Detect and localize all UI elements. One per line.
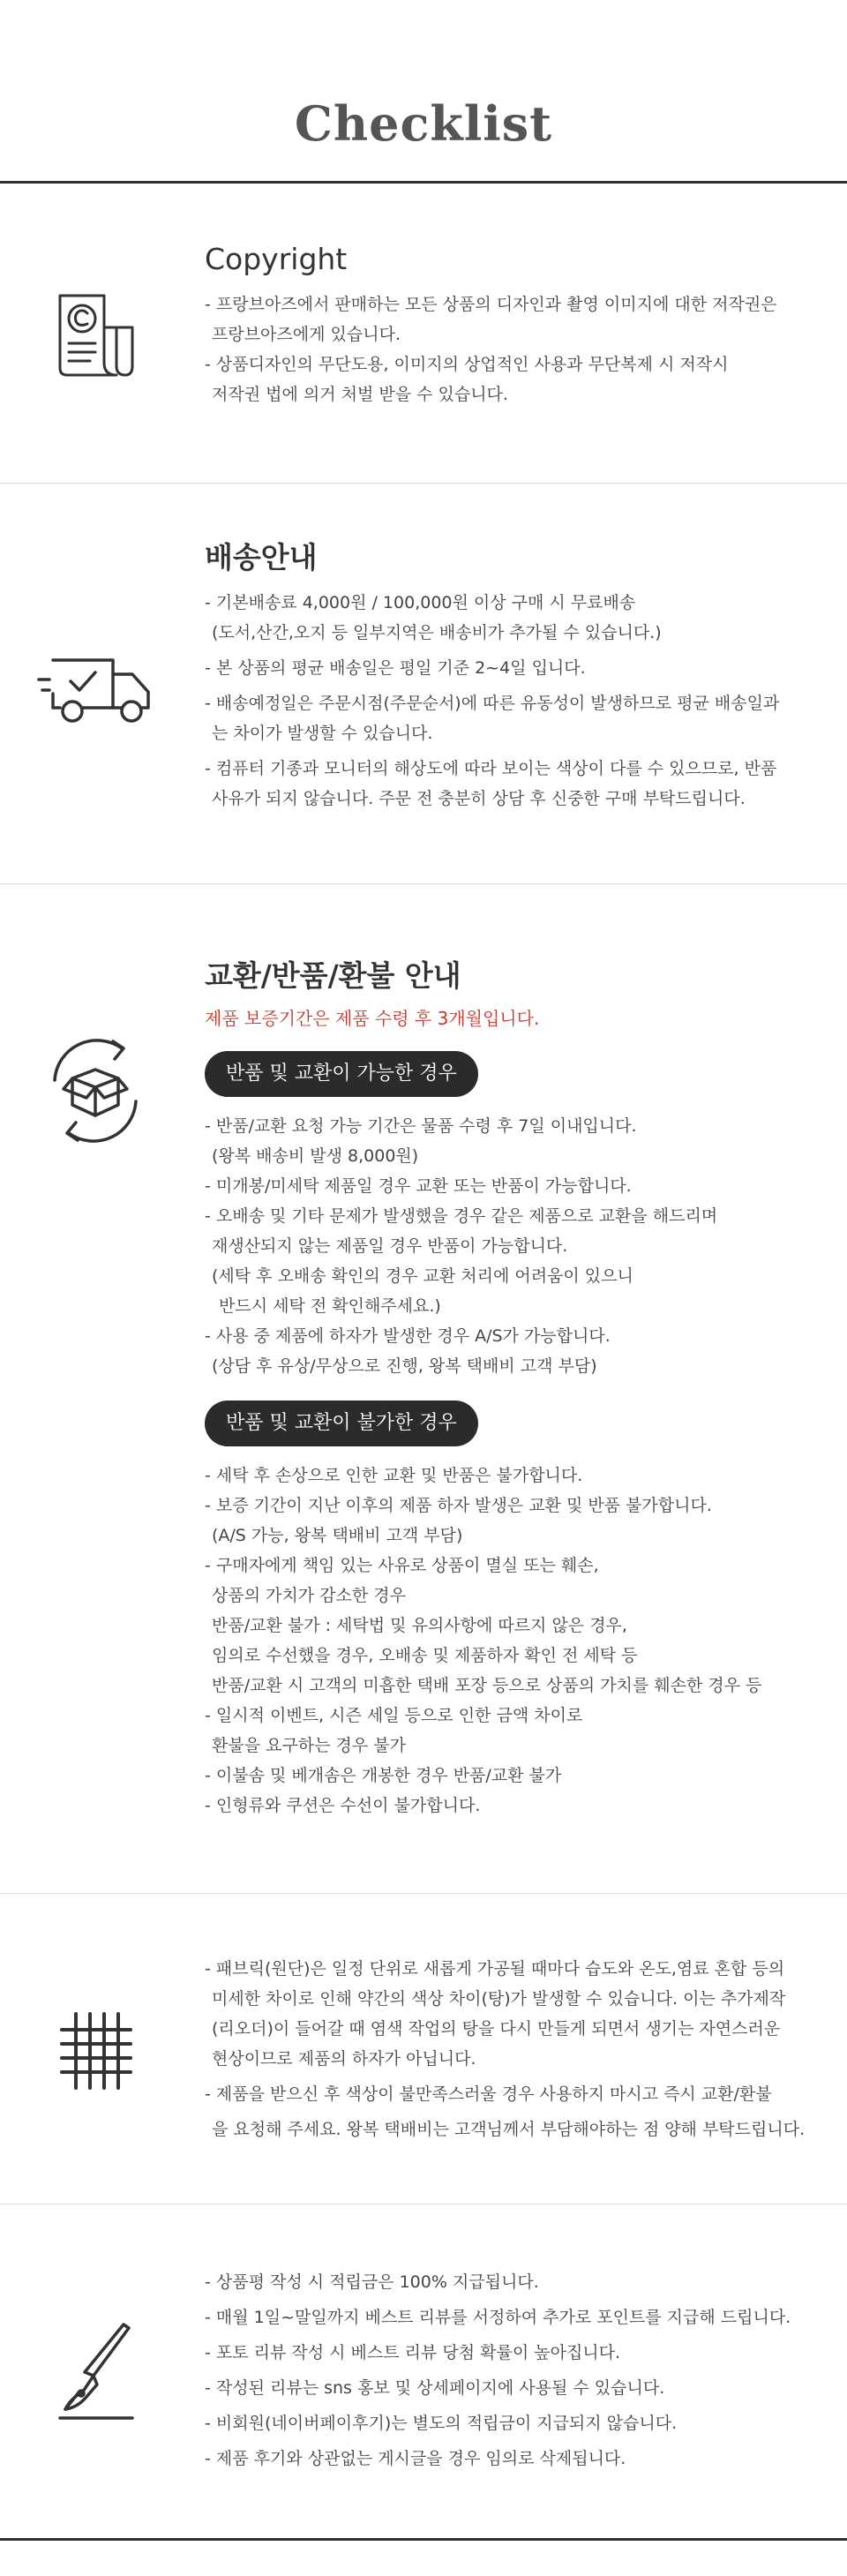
shipping-line: - 기본배송료 4,000원 / 100,000원 이상 구매 시 무료배송: [205, 593, 636, 612]
impossible-line: 반품/교환 불가 : 세탁법 및 유의사항에 따르지 않은 경우,: [212, 1616, 627, 1635]
copyright-line: 프랑브아즈에게 있습니다.: [212, 325, 401, 344]
fabric-line: 미세한 차이로 인해 약간의 색상 차이(탕)가 발생할 수 있습니다. 이는 추가제작: [212, 1989, 786, 2009]
bottom-divider: [0, 2538, 847, 2541]
copyright-title: Copyright: [205, 242, 348, 276]
copyright-line: - 프랑브아즈에서 판매하는 모든 상품의 디자인과 촬영 이미지에 대한 저작권은: [205, 295, 777, 314]
delivery-truck-icon: [37, 653, 157, 729]
review-line: - 포토 리뷰 작성 시 베스트 리뷰 당첨 확률이 높아집니다.: [205, 2343, 621, 2362]
fabric-line: 을 요청해 주세요. 왕복 택배비는 고객님께서 부담해야하는 점 양해 부탁드립니다.: [212, 2120, 806, 2139]
fabric-line: 현상이므로 제품의 하자가 아닙니다.: [212, 2049, 476, 2069]
fabric-weave-icon: [56, 2009, 136, 2093]
possible-line: - 미개봉/미세탁 제품일 경우 교환 또는 반품이 가능합니다.: [205, 1176, 632, 1196]
box-exchange-icon: [41, 1034, 150, 1147]
impossible-line: - 일시적 이벤트, 시즌 세일 등으로 인한 금액 차이로: [205, 1706, 583, 1725]
copyright-line: 저작권 법에 의거 처벌 받을 수 있습니다.: [212, 385, 508, 404]
shipping-title: 배송안내: [205, 540, 318, 575]
possible-line: - 반품/교환 요청 가능 기간은 물품 수령 후 7일 이내입니다.: [205, 1116, 637, 1136]
fabric-line: (리오더)이 들어갈 때 염색 작업의 탕을 다시 만들게 되면서 생기는 자연스러운: [212, 2019, 781, 2039]
impossible-line: 환불을 요구하는 경우 불가: [212, 1736, 407, 1755]
copyright-section: [0, 184, 847, 484]
exchange-title: 교환/반품/환불 안내: [205, 958, 461, 993]
fountain-pen-icon: [55, 2323, 138, 2423]
impossible-line: 상품의 가치가 감소한 경우: [212, 1586, 407, 1605]
shipping-line: - 본 상품의 평균 배송일은 평일 기준 2~4일 입니다.: [205, 658, 586, 678]
review-line: - 매월 1일~말일까지 베스트 리뷰를 서정하여 추가로 포인트를 지급해 드립니다.: [205, 2308, 791, 2327]
possible-line: - 오배송 및 기타 문제가 발생했을 경우 같은 제품으로 교환을 해드리며: [205, 1206, 718, 1226]
impossible-line: - 인형류와 쿠션은 수선이 불가합니다.: [205, 1796, 481, 1815]
impossible-line: - 세탁 후 손상으로 인한 교환 및 반품은 불가합니다.: [205, 1466, 583, 1485]
review-line: - 작성된 리뷰는 sns 홍보 및 상세페이지에 사용될 수 있습니다.: [205, 2378, 665, 2398]
shipping-line: - 배송예정일은 주문시점(주문순서)에 따른 유동성이 발생하므로 평균 배송일과: [205, 694, 780, 713]
document-copyright-icon: [55, 292, 138, 380]
fabric-line: - 패브릭(원단)은 일정 단위로 새롭게 가공될 때마다 습도와 온도,염료 혼합 등의: [205, 1959, 785, 1979]
impossible-line: 반품/교환 시 고객의 미흡한 택배 포장 등으로 상품의 가치를 훼손한 경우 등: [212, 1676, 762, 1695]
possible-line: 반드시 세탁 전 확인해주세요.): [219, 1296, 441, 1316]
review-line: - 비회원(네이버페이후기)는 별도의 적립금이 지급되지 않습니다.: [205, 2414, 678, 2433]
shipping-line: - 컴퓨터 기종과 모니터의 해상도에 따라 보이는 색상이 다를 수 있으므로, 반품: [205, 759, 777, 778]
possible-line: (왕복 배송비 발생 8,000원): [212, 1146, 419, 1166]
shipping-section: [0, 484, 847, 884]
fabric-section: [0, 1894, 847, 2204]
page-title: Checklist: [294, 95, 553, 152]
possible-line: (상담 후 유상/무상으로 진행, 왕복 택배비 고객 부담): [212, 1356, 597, 1376]
impossible-line: (A/S 가능, 왕복 택배비 고객 부담): [212, 1526, 463, 1545]
impossible-line: - 구매자에게 책임 있는 사유로 상품이 멸실 또는 훼손,: [205, 1556, 599, 1575]
review-section: [0, 2204, 847, 2538]
warranty-notice: 제품 보증기간은 제품 수령 후 3개월입니다.: [205, 1008, 540, 1029]
impossible-line: - 이불솜 및 베개솜은 개봉한 경우 반품/교환 불가: [205, 1766, 562, 1785]
impossible-line: - 보증 기간이 지난 이후의 제품 하자 발생은 교환 및 반품 불가합니다.: [205, 1496, 712, 1515]
review-line: - 상품평 작성 시 적립금은 100% 지급됩니다.: [205, 2272, 539, 2292]
copyright-line: - 상품디자인의 무단도용, 이미지의 상업적인 사용과 무단복제 시 저작시: [205, 355, 729, 374]
review-line: - 제품 후기와 상관없는 게시글을 경우 임의로 삭제됩니다.: [205, 2449, 626, 2468]
shipping-line: 사유가 되지 않습니다. 주문 전 충분히 상담 후 신중한 구매 부탁드립니다.: [212, 789, 746, 808]
impossible-cases-badge: 반품 및 교환이 불가한 경우: [205, 1401, 478, 1446]
shipping-line: (도서,산간,오지 등 일부지역은 배송비가 추가될 수 있습니다.): [212, 623, 662, 642]
shipping-line: 는 차이가 발생할 수 있습니다.: [212, 724, 433, 743]
header: [0, 0, 847, 184]
possible-line: (세탁 후 오배송 확인의 경우 교환 처리에 어려움이 있으니: [212, 1266, 633, 1286]
possible-line: - 사용 중 제품에 하자가 발생한 경우 A/S가 가능합니다.: [205, 1326, 611, 1346]
possible-cases-badge: 반품 및 교환이 가능한 경우: [205, 1051, 478, 1097]
impossible-line: 임의로 수선했을 경우, 오배송 및 제품하자 확인 전 세탁 등: [212, 1646, 638, 1665]
exchange-section: [0, 884, 847, 1894]
possible-line: 재생산되지 않는 제품일 경우 반품이 가능합니다.: [212, 1236, 568, 1256]
fabric-line: - 제품을 받으신 후 색상이 불만족스러울 경우 사용하지 마시고 즉시 교환/환불: [205, 2084, 772, 2104]
